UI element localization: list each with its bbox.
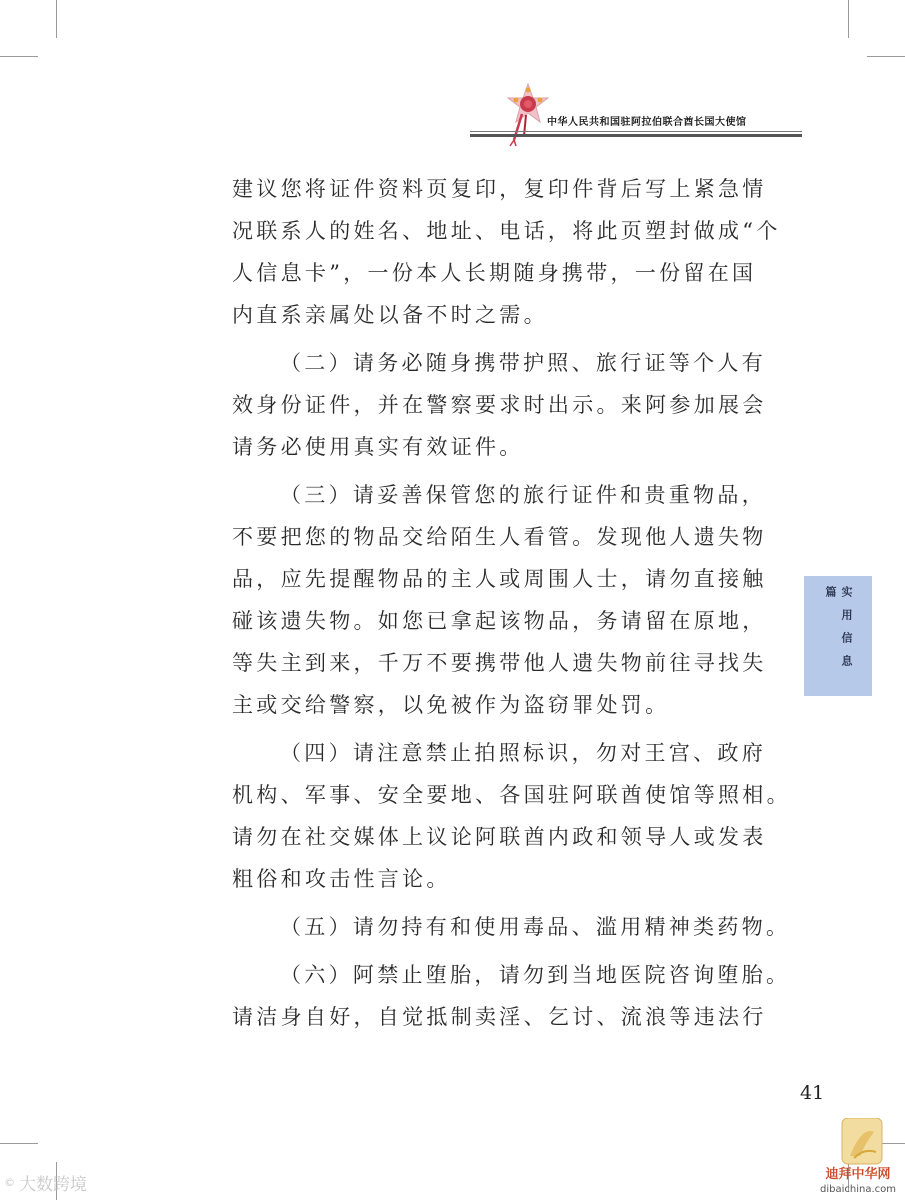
text-line: （三）请妥善保管您的旅行证件和贵重物品， xyxy=(280,483,766,507)
watermark-logo-icon: © xyxy=(4,1176,15,1189)
text-line: 建议您将证件资料页复印，复印件背后写上紧急情 xyxy=(232,177,767,201)
crop-mark-bottom-left-h xyxy=(0,1143,38,1144)
watermark-right-logo xyxy=(812,1118,904,1198)
paragraph xyxy=(232,906,791,948)
text-line: 不要把您的物品交给陌生人看管。发现他人遗失物 xyxy=(232,525,767,549)
text-line: （五）请勿持有和使用毒品、滥用精神类药物。 xyxy=(280,915,791,939)
paragraph xyxy=(232,474,767,726)
header-title: 中华人民共和国驻阿拉伯联合酋长国大使馆 xyxy=(547,117,747,128)
text-line: 况联系人的姓名、地址、电话，将此页塑封做成“个 xyxy=(232,219,781,243)
watermark-left xyxy=(4,1170,87,1195)
watermark-right-url: dibaichina.com xyxy=(820,1184,896,1195)
text-line: 请务必使用真实有效证件。 xyxy=(232,435,524,459)
crop-mark-top-left-v xyxy=(56,0,57,38)
paragraph xyxy=(232,342,767,468)
text-line: 人信息卡”，一份本人长期随身携带，一份留在国 xyxy=(232,261,757,285)
page-number: 41 xyxy=(800,1082,825,1104)
header-rule-thin xyxy=(470,131,802,132)
crop-mark-top-left-h xyxy=(0,56,38,57)
text-line: 等失主到来，千万不要携带他人遗失物前往寻找失 xyxy=(232,651,767,675)
paragraph xyxy=(232,954,791,1038)
section-side-tab-label: 实用信息篇 xyxy=(824,586,853,678)
text-line: 粗俗和攻击性言论。 xyxy=(232,867,451,891)
body-text xyxy=(232,168,791,1044)
text-line: 效身份证件，并在警察要求时出示。来阿参加展会 xyxy=(232,393,767,417)
paragraph xyxy=(232,732,791,900)
header-rule-thick xyxy=(470,134,802,137)
paragraph xyxy=(232,168,781,336)
text-line: 机构、军事、安全要地、各国驻阿联酋使馆等照相。 xyxy=(232,783,791,807)
text-line: 内直系亲属处以备不时之需。 xyxy=(232,303,548,327)
watermark-left-text: 大数跨境 xyxy=(19,1175,87,1195)
text-line: （二）请务必随身携带护照、旅行证等个人有 xyxy=(280,351,766,375)
text-line: 请洁身自好，自觉抵制卖淫、乞讨、流浪等违法行 xyxy=(232,1005,767,1029)
section-side-tab xyxy=(804,576,872,696)
text-line: 请勿在社交媒体上议论阿联酋内政和领导人或发表 xyxy=(232,825,767,849)
text-line: 品，应先提醒物品的主人或周围人士，请勿直接触 xyxy=(232,567,767,591)
text-line: （六）阿禁止堕胎，请勿到当地医院咨询堕胎。 xyxy=(280,963,791,987)
text-line: 主或交给警察，以免被作为盗窃罪处罚。 xyxy=(232,693,670,717)
crop-mark-top-right-h xyxy=(867,56,905,57)
text-line: 碰该遗失物。如您已拿起该物品，务请留在原地， xyxy=(232,609,767,633)
text-line: （四）请注意禁止拍照标识，勿对王宫、政府 xyxy=(280,741,766,765)
crop-mark-top-right-v xyxy=(848,0,849,38)
watermark-right-title: 迪拜中华网 xyxy=(825,1167,891,1182)
